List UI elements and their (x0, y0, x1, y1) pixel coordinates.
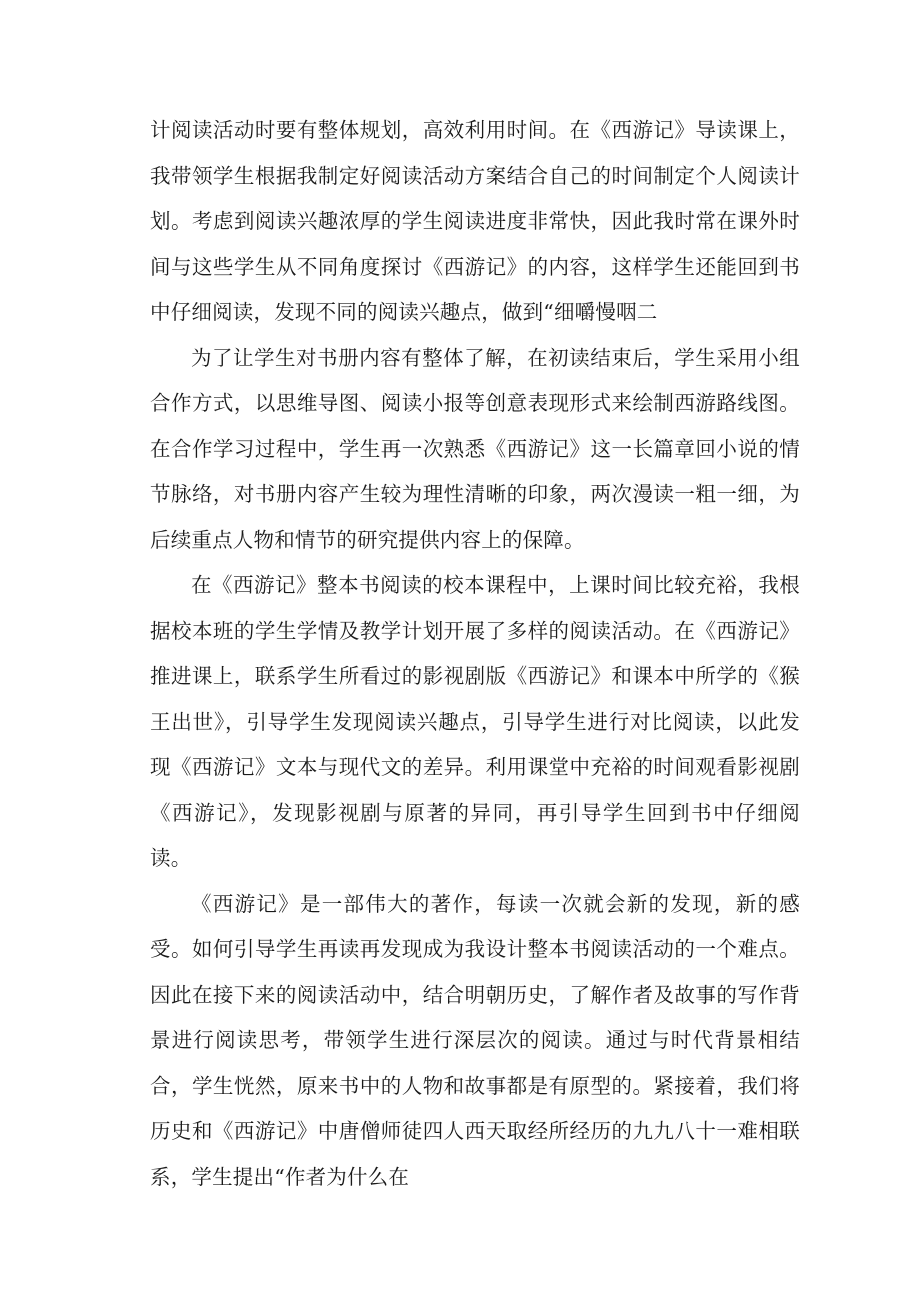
paragraph-3: 在《西游记》整本书阅读的校本课程中，上课时间比较充裕，我根据校本班的学生学情及教学计划开展了多样的阅读活动。在《西游记》推进课上，联系学生所看过的影视剧版《西游记》和课本中所学的《猴王出世》，引导学生发现阅读兴趣点，引导学生进行对比阅读，以此发现《西游记》文本与现代文的差异。利用课堂中充裕的时间观看影视剧《西游记》，发现影视剧与原著的异同，再引导学生回到书中仔细阅读。 (150, 573, 800, 870)
paragraph-2: 为了让学生对书册内容有整体了解，在初读结束后，学生采用小组合作方式，以思维导图、阅读小报等创意表现形式来绘制西游路线图。在合作学习过程中，学生再一次熟悉《西游记》这一长篇章回小说的情节脉络，对书册内容产生较为理性清晰的印象，两次漫读一粗一细，为后续重点人物和情节的研究提供内容上的保障。 (150, 345, 800, 552)
paragraph-4: 《西游记》是一部伟大的著作，每读一次就会新的发现，新的感受。如何引导学生再读再发现成为我设计整本书阅读活动的一个难点。因此在接下来的阅读活动中，结合明朝历史，了解作者及故事的写作背景进行阅读思考，带领学生进行深层次的阅读。通过与时代背景相结合，学生恍然，原来书中的人物和故事都是有原型的。紧接着，我们将历史和《西游记》中唐僧师徒四人西天取经所经历的九九八十一难相联系，学生提出“作者为什么在 (150, 891, 800, 1189)
body-text (150, 108, 800, 1200)
paragraph-1: 计阅读活动时要有整体规划，高效利用时间。在《西游记》导读课上，我带领学生根据我制定好阅读活动方案结合自己的时间制定个人阅读计划。考虑到阅读兴趣浓厚的学生阅读进度非常快，因此我时常在课外时间与这些学生从不同角度探讨《西游记》的内容，这样学生还能回到书中仔细阅读，发现不同的阅读兴趣点，做到“细嚼慢咽二 (150, 118, 800, 324)
